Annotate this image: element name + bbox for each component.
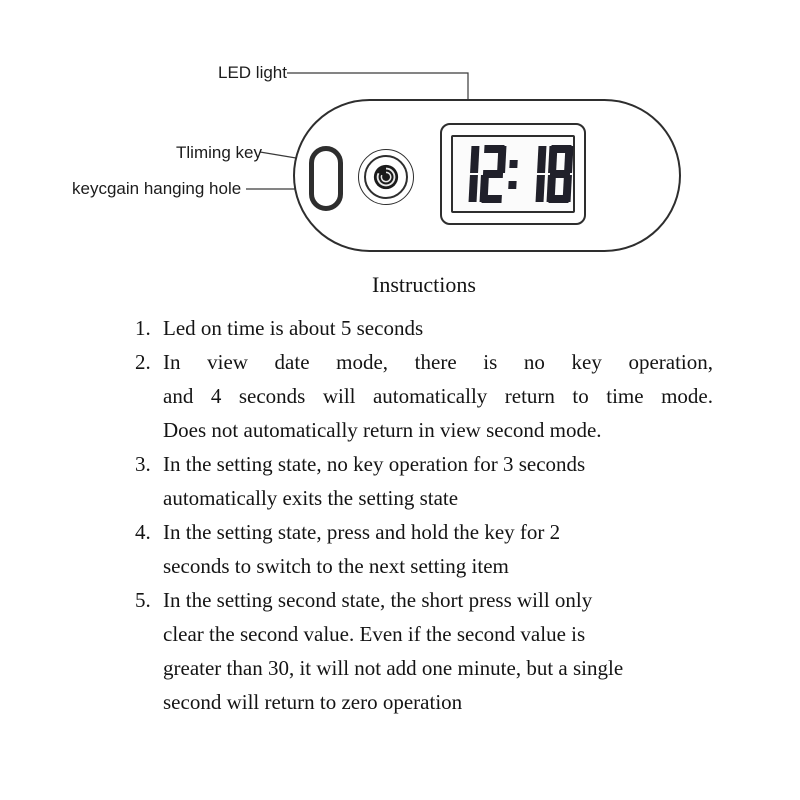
instruction-line: clear the second value. Even if the second value is [163,622,586,646]
timing-key-label: Tliming key [176,143,262,162]
instruction-line: greater than 30, it will not add one minute, but a single [163,656,624,680]
item-number: 1. [135,316,151,340]
instruction-line: In view date mode, there is no key operation, [163,350,713,374]
instructions-section [135,272,713,719]
instruction-line: Led on time is about 5 seconds [163,316,424,340]
timing-key-button [358,149,414,205]
instruction-line: second will return to zero operation [163,690,463,714]
instruction-line: automatically exits the setting state [163,486,459,510]
instruction-item-4 [135,515,713,583]
lcd-frame [440,123,586,225]
led-light-label: LED light [218,63,287,82]
lcd-digit [519,145,546,203]
item-number: 3. [135,452,151,476]
keychain-hanging-hole [309,146,343,211]
hanging-hole-label: keycgain hanging hole [72,179,242,198]
timing-key-button-ring [364,155,408,199]
instruction-line: and 4 seconds will automatically return to time mode. [163,384,713,408]
lcd-digit [546,145,573,203]
instruction-item-1 [135,311,713,345]
lcd-screen [451,135,575,213]
instruction-line: In the setting state, press and hold the key for 2 [163,520,561,544]
swirl-icon [372,163,400,191]
lcd-digit [479,145,506,203]
lcd-digits [452,145,573,203]
item-number: 2. [135,350,151,374]
instructions-title: Instructions [372,272,476,297]
lcd-digit [452,145,479,203]
instruction-item-2 [135,345,713,447]
instruction-line: In the setting state, no key operation for 3 seconds [163,452,586,476]
item-number: 5. [135,588,151,612]
instruction-item-5 [135,583,713,719]
instruction-item-3 [135,447,713,515]
item-number: 4. [135,520,151,544]
instruction-line: seconds to switch to the next setting item [163,554,509,578]
instruction-line: In the setting second state, the short press will only [163,588,593,612]
lcd-colon [507,160,519,189]
keychain-clock-body [293,99,681,252]
instruction-line: Does not automatically return in view second mode. [163,418,602,442]
